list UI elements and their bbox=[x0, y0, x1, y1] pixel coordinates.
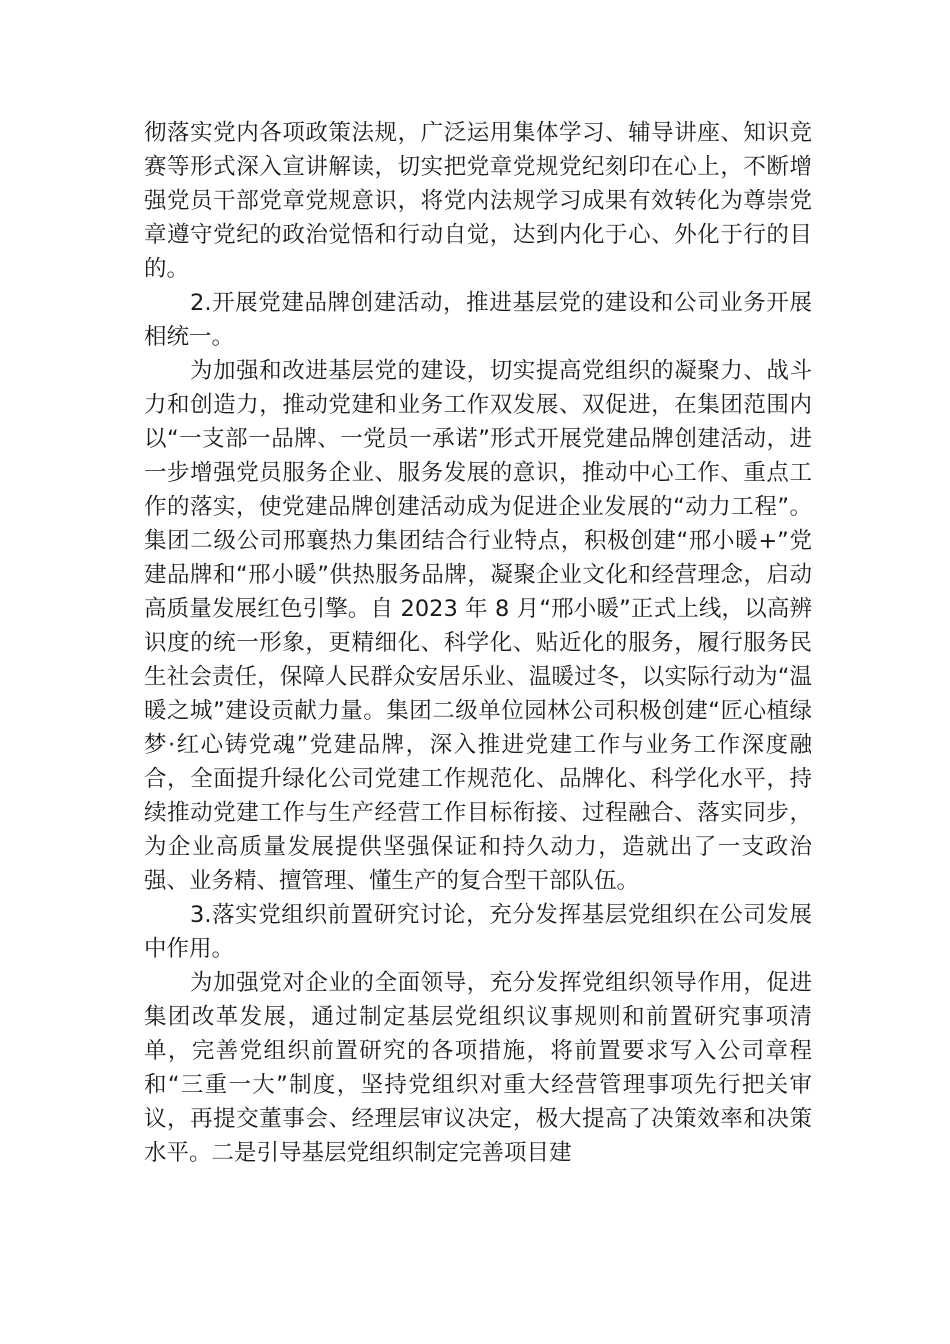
document-page bbox=[144, 116, 812, 1170]
paragraph-party-brand: 为加强和改进基层党的建设，切实提高党组织的凝聚力、战斗力和创造力，推动党建和业务工作双发展、双促进，在集团范围内以“一支部一品牌、一党员一承诺”形式开展党建品牌创建活动，进一步增强党员服务企业、服务发展的意识，推动中心工作、重点工作的落实，使党建品牌创建活动成为促进企业发展的“动力工程”。集团二级公司邢襄热力集团结合行业特点，积极创建“邢小暖+”党建品牌和“邢小暖”供热服务品牌，凝聚企业文化和经营理念，启动高质量发展红色引擎。自 2023 年 8 月“邢小暖”正式上线，以高辨识度的统一形象，更精细化、科学化、贴近化的服务，履行服务民生社会责任，保障人民群众安居乐业、温暖过冬，以实际行动为“温暖之城”建设贡献力量。集团二级单位园林公司积极创建“匠心植绿梦·红心铸党魂”党建品牌，深入推进党建工作与业务工作深度融合，全面提升绿化公司党建工作规范化、品牌化、科学化水平，持续推动党建工作与生产经营工作目标衔接、过程融合、落实同步，为企业高质量发展提供坚强保证和持久动力，造就出了一支政治强、业务精、擅管理、懂生产的复合型干部队伍。 bbox=[144, 358, 812, 894]
paragraph-pre-research: 为加强党对企业的全面领导，充分发挥党组织领导作用，促进集团改革发展，通过制定基层党组织议事规则和前置研究事项清单，完善党组织前置研究的各项措施，将前置要求写入公司章程和“三重一大”制度，坚持党组织对重大经营管理事项先行把关审议，再提交董事会、经理层审议决定，极大提高了决策效率和决策水平。二是引导基层党组织制定完善项目建 bbox=[144, 970, 812, 1166]
section-heading-2: 2.开展党建品牌创建活动，推进基层党的建设和公司业务开展相统一。 bbox=[144, 290, 812, 350]
section-heading-3: 3.落实党组织前置研究讨论，充分发挥基层党组织在公司发展中作用。 bbox=[144, 902, 812, 962]
paragraph-continued: 彻落实党内各项政策法规，广泛运用集体学习、辅导讲座、知识竞赛等形式深入宣讲解读，切实把党章党规党纪刻印在心上，不断增强党员干部党章党规意识，将党内法规学习成果有效转化为尊崇党章遵守党纪的政治觉悟和行动自觉，达到内化于心、外化于行的目的。 bbox=[144, 120, 812, 282]
